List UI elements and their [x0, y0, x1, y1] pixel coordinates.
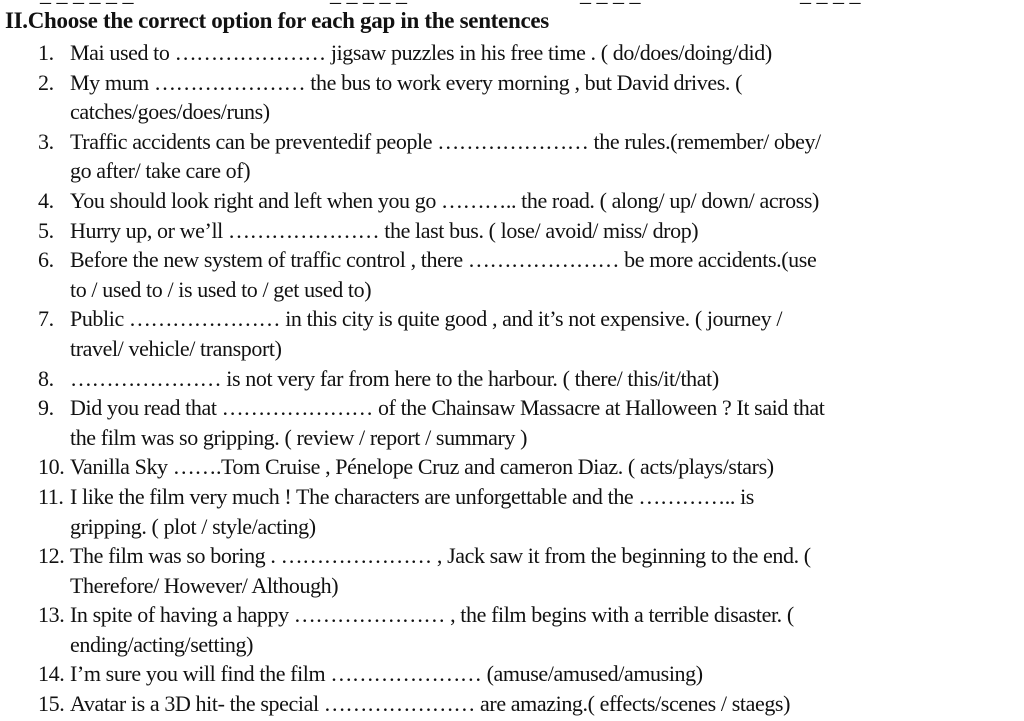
question-text: The film was so boring . ………………… , Jack saw it from the beginning to the end. ( — [70, 543, 811, 569]
question-line — [0, 186, 1024, 216]
question-line — [0, 245, 1024, 275]
question-line — [0, 423, 1024, 453]
question-line — [0, 156, 1024, 186]
question-number: 13. — [38, 602, 65, 628]
question-text-continuation: ending/acting/setting) — [70, 631, 254, 657]
question-item — [0, 38, 1024, 68]
question-line — [0, 482, 1024, 512]
question-number: 3. — [38, 128, 54, 154]
question-text-continuation: Therefore/ However/ Although) — [70, 572, 339, 598]
question-number: 1. — [38, 40, 54, 65]
question-line — [0, 541, 1024, 571]
question-line — [0, 659, 1024, 689]
question-item — [0, 216, 1024, 246]
question-text: You should look right and left when you go ……….. the road. ( along/ up/ down/ across) — [70, 187, 819, 213]
question-line — [0, 364, 1024, 394]
section-title: II.Choose the correct option for each gap in the sentences — [5, 8, 549, 33]
question-line — [0, 689, 1024, 719]
question-item — [0, 689, 1024, 719]
question-item — [0, 364, 1024, 394]
question-number: 6. — [38, 247, 54, 273]
question-text-continuation: the film was so gripping. ( review / report / summary ) — [70, 424, 528, 450]
question-item — [0, 541, 1024, 600]
question-number: 10. — [38, 454, 65, 480]
question-number: 12. — [38, 543, 65, 569]
question-item — [0, 393, 1024, 452]
question-item — [0, 600, 1024, 659]
question-text: Did you read that ………………… of the Chainsaw Massacre at Halloween ? It said that — [70, 395, 825, 421]
question-item — [0, 245, 1024, 304]
question-number: 9. — [38, 395, 54, 421]
question-line — [0, 38, 1024, 68]
question-line — [0, 571, 1024, 601]
question-line — [0, 68, 1024, 98]
previous-section-cutoff — [0, 0, 1024, 2]
question-number: 15. — [38, 691, 65, 717]
question-line — [0, 393, 1024, 423]
question-line — [0, 216, 1024, 246]
question-item — [0, 304, 1024, 363]
question-text: Public ………………… in this city is quite good , and it’s not expensive. ( journey / — [70, 306, 783, 332]
question-text: Vanilla Sky …….Tom Cruise , Pénelope Cruz and cameron Diaz. ( acts/plays/stars) — [70, 454, 774, 480]
question-line — [0, 275, 1024, 305]
question-item — [0, 68, 1024, 127]
question-line — [0, 304, 1024, 334]
question-line — [0, 630, 1024, 660]
question-text: I like the film very much ! The characters are unforgettable and the ………….. is — [70, 483, 754, 509]
question-line — [0, 127, 1024, 157]
question-text: In spite of having a happy ………………… , the film begins with a terrible disaster. ( — [70, 602, 794, 628]
question-item — [0, 186, 1024, 216]
question-text-continuation: to / used to / is used to / get used to) — [70, 276, 372, 302]
question-text: Avatar is a 3D hit- the special ………………… are amazing.( effects/scenes / staegs) — [70, 691, 791, 717]
question-list — [0, 38, 1024, 719]
question-number: 8. — [38, 365, 54, 391]
question-number: 14. — [38, 661, 65, 687]
question-text-continuation: catches/goes/does/runs) — [70, 99, 270, 125]
question-number: 4. — [38, 187, 54, 213]
question-number: 7. — [38, 306, 54, 332]
question-line — [0, 97, 1024, 127]
question-text-continuation: go after/ take care of) — [70, 158, 251, 184]
question-number: 5. — [38, 217, 54, 243]
question-line — [0, 452, 1024, 482]
question-item — [0, 659, 1024, 689]
question-number: 11. — [38, 483, 64, 509]
question-item — [0, 127, 1024, 186]
question-number: 2. — [38, 69, 54, 95]
question-item — [0, 452, 1024, 482]
question-text-continuation: gripping. ( plot / style/acting) — [70, 513, 316, 539]
question-line — [0, 600, 1024, 630]
question-text: ………………… is not very far from here to the harbour. ( there/ this/it/that) — [70, 365, 719, 391]
question-line — [0, 512, 1024, 542]
question-item — [0, 482, 1024, 541]
question-text-continuation: travel/ vehicle/ transport) — [70, 335, 282, 361]
question-text: Traffic accidents can be preventedif people ………………… the rules.(remember/ obey/ — [70, 128, 821, 154]
question-text: Mai used to ………………… jigsaw puzzles in his free time . ( do/does/doing/did) — [70, 40, 772, 65]
question-text: Before the new system of traffic control , there ………………… be more accidents.(use — [70, 247, 817, 273]
question-line — [0, 334, 1024, 364]
question-text: Hurry up, or we’ll ………………… the last bus. ( lose/ avoid/ miss/ drop) — [70, 217, 699, 243]
question-text: My mum ………………… the bus to work every morning , but David drives. ( — [70, 69, 743, 95]
question-text: I’m sure you will find the film ………………… (amuse/amused/amusing) — [70, 661, 703, 687]
